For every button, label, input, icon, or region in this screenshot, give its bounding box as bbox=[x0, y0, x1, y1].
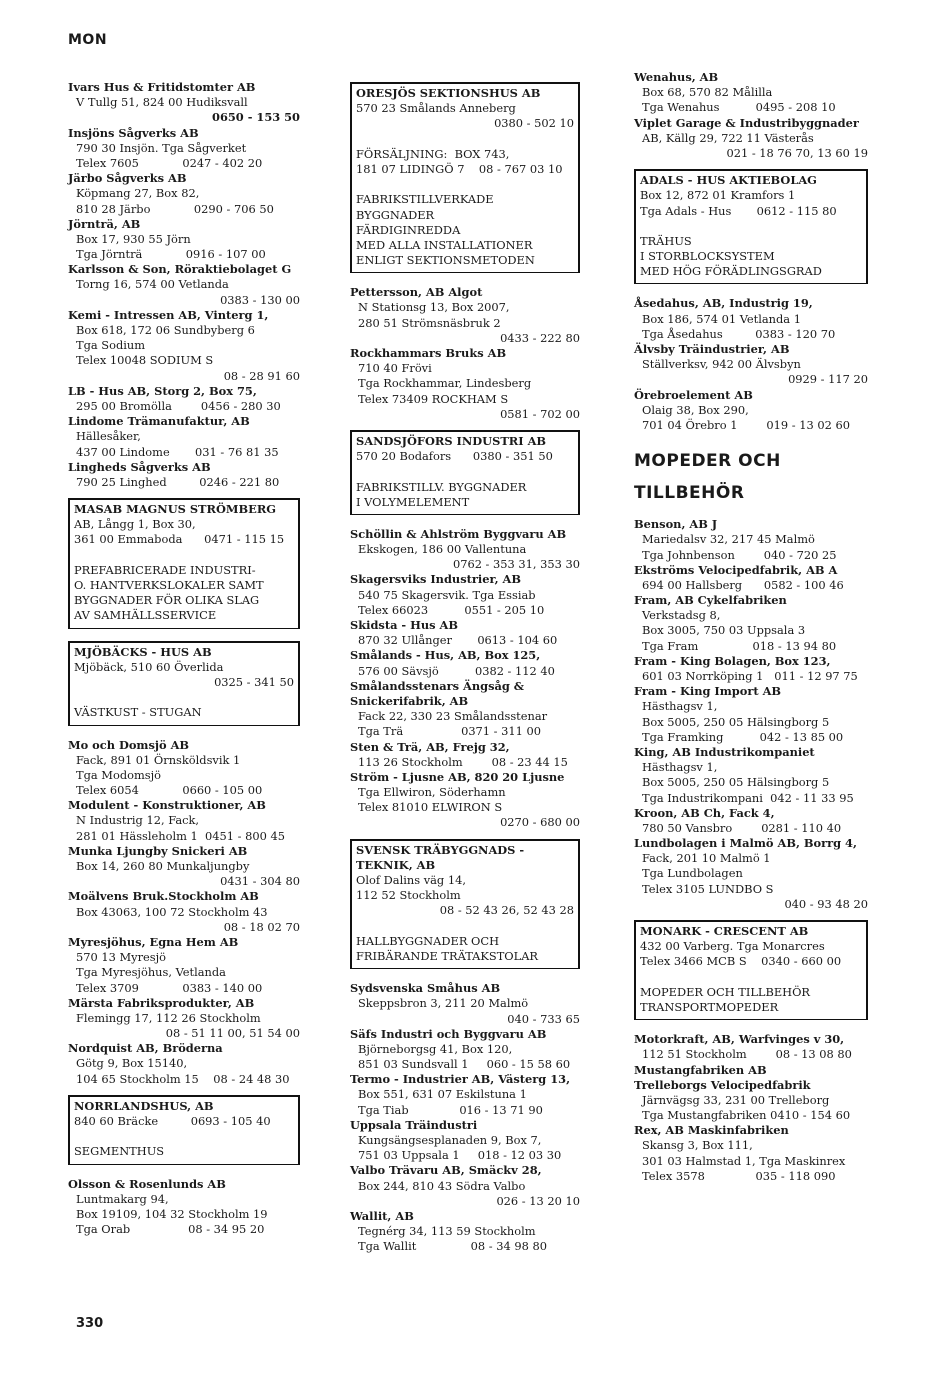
listing-line: 295 00 Bromölla 0456 - 280 30 bbox=[76, 398, 281, 413]
listing-line: 790 25 Linghed 0246 - 221 80 bbox=[76, 474, 280, 489]
listing-line: Götg 9, Box 15140, bbox=[76, 1056, 188, 1071]
company-name: MONARK - CRESCENT AB bbox=[640, 924, 809, 938]
company-name: MASAB MAGNUS STRÖMBERG bbox=[74, 502, 277, 517]
listing-line: N Industrig 12, Fack, bbox=[76, 813, 200, 828]
company-name: Åsedahus, AB, Industrig 19, bbox=[634, 296, 813, 311]
phone-number: 08 - 28 91 60 bbox=[223, 368, 300, 383]
listing-line: Telex 3105 LUNDBO S bbox=[642, 881, 774, 896]
listing-group bbox=[350, 981, 580, 1254]
listing-line: FABRIKSTILLVERKADE bbox=[356, 192, 494, 207]
listing-line: Järnvägsg 33, 231 00 Trelleborg bbox=[642, 1092, 830, 1107]
company-name: Örebroelement AB bbox=[634, 387, 753, 402]
listing-line bbox=[356, 132, 574, 147]
section-heading bbox=[634, 445, 868, 509]
listing-line: PREFABRICERADE INDUSTRI- bbox=[74, 562, 256, 577]
listing-line: Telex 66023 0551 - 205 10 bbox=[358, 602, 545, 617]
listing-line: Tegnérg 34, 113 59 Stockholm bbox=[358, 1224, 536, 1239]
advert-box bbox=[350, 430, 580, 515]
advert-box bbox=[68, 641, 300, 726]
advert-box bbox=[68, 498, 300, 629]
listing-line: Box 19109, 104 32 Stockholm 19 bbox=[76, 1206, 268, 1221]
listing-group bbox=[350, 285, 580, 422]
section-heading-line-2: TILLBEHÖR bbox=[634, 483, 745, 504]
listing-line: Torng 16, 574 00 Vetlanda bbox=[76, 277, 229, 292]
listing-line: Box 3005, 750 03 Uppsala 3 bbox=[642, 623, 806, 638]
listing-line: AB, Långg 1, Box 30, bbox=[74, 517, 196, 532]
section-heading-line-1: MOPEDER OCH bbox=[634, 451, 781, 472]
company-name: Kemi - Intressen AB, Vinterg 1, bbox=[68, 307, 269, 322]
listing-line bbox=[74, 548, 294, 563]
company-name: Sydsvenska Småhus AB bbox=[350, 981, 501, 996]
company-name: King, AB Industrikompaniet bbox=[634, 744, 815, 759]
column-3 bbox=[634, 70, 868, 1184]
phone-number: 0325 - 341 50 bbox=[214, 674, 294, 689]
listing-line: Kungsängsesplanaden 9, Box 7, bbox=[358, 1133, 542, 1147]
company-name: Jörnträ, AB bbox=[68, 216, 141, 231]
company-name: Fram - King Bolagen, Box 123, bbox=[634, 653, 831, 668]
listing-line: FRIBÄRANDE TRÄTAKSTOLAR bbox=[356, 948, 539, 963]
listing-line bbox=[640, 219, 862, 234]
advert-box bbox=[350, 839, 580, 970]
company-name: Fram, AB Cykelfabriken bbox=[634, 593, 787, 608]
listing-line: TRÄHUS bbox=[640, 233, 692, 248]
listing-group bbox=[634, 517, 868, 912]
listing-line: 851 03 Sundsvall 1 060 - 15 58 60 bbox=[358, 1057, 571, 1072]
listing-line: Luntmakarg 94, bbox=[76, 1191, 169, 1206]
listing-line: Tga Framking 042 - 13 85 00 bbox=[642, 729, 844, 744]
phone-number: 040 - 93 48 20 bbox=[784, 896, 868, 911]
company-name: Snickerifabrik, AB bbox=[350, 693, 469, 708]
listing-line: Mariedalsv 32, 217 45 Malmö bbox=[642, 532, 815, 547]
company-name: Olsson & Rosenlunds AB bbox=[68, 1176, 226, 1191]
listing-line: 361 00 Emmaboda 0471 - 115 15 bbox=[74, 532, 285, 547]
company-name: LB - Hus AB, Storg 2, Box 75, bbox=[68, 383, 257, 398]
listing-line: Fack, 201 10 Malmö 1 bbox=[642, 851, 771, 866]
listing-line: Box 5005, 250 05 Hälsingborg 5 bbox=[642, 714, 830, 729]
company-name: ADALS - HUS AKTIEBOLAG bbox=[640, 173, 817, 188]
company-name: ORESJÖS SEKTIONSHUS AB bbox=[356, 86, 541, 100]
listing-line: I VOLYMELEMENT bbox=[356, 494, 470, 509]
listing-line bbox=[356, 919, 574, 934]
listing-line: 701 04 Örebro 1 019 - 13 02 60 bbox=[642, 417, 850, 432]
listing-line: Telex 7605 0247 - 402 20 bbox=[76, 155, 263, 170]
company-name: Ström - Ljusne AB, 820 20 Ljusne bbox=[350, 769, 565, 784]
listing-line: 540 75 Skagersvik. Tga Essiab bbox=[358, 587, 536, 602]
listing-line: Olaig 38, Box 290, bbox=[642, 402, 749, 417]
listing-line: Tga Åsedahus 0383 - 120 70 bbox=[642, 326, 836, 341]
listing-line: 181 07 LIDINGÖ 7 08 - 767 03 10 bbox=[356, 161, 563, 176]
company-name: Modulent - Konstruktioner, AB bbox=[68, 798, 266, 813]
listing-line: Tga Mustangfabriken 0410 - 154 60 bbox=[642, 1108, 851, 1123]
phone-number: 0383 - 130 00 bbox=[220, 292, 300, 307]
company-name: Smålandsstenars Ängsåg & bbox=[350, 678, 525, 693]
listing-line: MED ALLA INSTALLATIONER bbox=[356, 237, 533, 252]
listing-line: 870 32 Ullånger 0613 - 104 60 bbox=[358, 633, 558, 648]
column-1 bbox=[68, 80, 300, 1237]
column-3-top bbox=[634, 70, 868, 433]
listing-line: Box 17, 930 55 Jörn bbox=[76, 231, 191, 246]
company-name: Insjöns Sågverks AB bbox=[68, 125, 199, 140]
company-name: Ivars Hus & Fritidstomter AB bbox=[68, 80, 256, 94]
listing-line: 112 52 Stockholm bbox=[356, 888, 461, 903]
listing-line: Ekskogen, 186 00 Vallentuna bbox=[358, 542, 527, 557]
listing-line: Tga Modomsjö bbox=[76, 767, 162, 782]
running-header: MON bbox=[68, 32, 108, 48]
listing-line: 751 03 Uppsala 1 018 - 12 03 30 bbox=[358, 1148, 562, 1163]
company-name: Termo - Industrier AB, Västerg 13, bbox=[350, 1072, 571, 1087]
company-name: Pettersson, AB Algot bbox=[350, 285, 483, 300]
listing-line: 780 50 Vansbro 0281 - 110 40 bbox=[642, 820, 842, 835]
company-name: Ekströms Velocipedfabrik, AB A bbox=[634, 562, 838, 577]
listing-line: Verkstadsg 8, bbox=[642, 608, 721, 623]
listing-line: Box 244, 810 43 Södra Valbo bbox=[358, 1178, 526, 1193]
listing-line: Tga Lundbolagen bbox=[642, 866, 743, 881]
listing-line: 280 51 Strömsnäsbruk 2 bbox=[358, 315, 501, 330]
listing-line: Hällesåker, bbox=[76, 429, 141, 444]
advert-box bbox=[634, 920, 868, 1020]
listing-line: FÖRSÄLJNING: BOX 743, bbox=[356, 146, 510, 161]
listing-line: I STORBLOCKSYSTEM bbox=[640, 249, 775, 264]
listing-line: 710 40 Frövi bbox=[358, 361, 432, 376]
listing-line: 301 03 Halmstad 1, Tga Maskinrex bbox=[642, 1153, 846, 1168]
listing-line: Hästhagsv 1, bbox=[642, 760, 718, 775]
company-name: Säfs Industri och Byggvaru AB bbox=[350, 1026, 547, 1041]
company-name: Munka Ljungby Snickeri AB bbox=[68, 843, 248, 858]
listing-line: Telex 81010 ELWIRON S bbox=[358, 800, 503, 815]
phone-number: 021 - 18 76 70, 13 60 19 bbox=[726, 145, 868, 160]
company-name: Rockhammars Bruks AB bbox=[350, 346, 507, 360]
company-name: Motorkraft, AB, Warfvinges v 30, bbox=[634, 1032, 845, 1047]
phone-number: 08 - 18 02 70 bbox=[223, 919, 300, 934]
listing-line: MOPEDER OCH TILLBEHÖR bbox=[640, 984, 810, 999]
company-name: Mustangfabriken AB bbox=[634, 1062, 767, 1077]
listing-line: Tga Tiab 016 - 13 71 90 bbox=[358, 1102, 543, 1117]
company-name: Karlsson & Son, Röraktiebolaget G bbox=[68, 262, 292, 277]
phone-number: 0431 - 304 80 bbox=[220, 874, 300, 889]
company-name: TEKNIK, AB bbox=[356, 857, 436, 872]
phone-number: 040 - 733 65 bbox=[507, 1011, 580, 1026]
advert-box bbox=[634, 169, 868, 284]
listing-line: Ställverksv, 942 00 Älvsbyn bbox=[642, 357, 801, 372]
listing-line: FABRIKSTILLV. BYGGNADER bbox=[356, 479, 527, 494]
listing-group bbox=[350, 527, 580, 831]
listing-line: Tga Johnbenson 040 - 720 25 bbox=[642, 547, 837, 562]
page-number: 330 bbox=[76, 1316, 104, 1331]
listing-line: Tga Trä 0371 - 311 00 bbox=[358, 724, 542, 739]
company-name: Nordquist AB, Bröderna bbox=[68, 1041, 223, 1056]
phone-number: 08 - 51 11 00, 51 54 00 bbox=[165, 1026, 300, 1041]
company-name: Viplet Garage & Industribyggnader bbox=[634, 115, 859, 130]
company-name: Rex, AB Maskinfabriken bbox=[634, 1123, 789, 1138]
listing-line: Box 618, 172 06 Sundbyberg 6 bbox=[76, 323, 255, 337]
listing-line: N Stationsg 13, Box 2007, bbox=[358, 300, 510, 315]
listing-line: 437 00 Lindome 031 - 76 81 35 bbox=[76, 444, 279, 459]
company-name: Uppsala Träindustri bbox=[350, 1117, 478, 1132]
listing-line: 104 65 Stockholm 15 08 - 24 48 30 bbox=[76, 1071, 290, 1086]
listing-line: AB, Källg 29, 722 11 Västerås bbox=[642, 130, 814, 145]
listing-line: Fack, 891 01 Örnsköldsvik 1 bbox=[76, 752, 241, 767]
listing-line: Tga Orab 08 - 34 95 20 bbox=[76, 1222, 265, 1237]
company-name: 0650 - 153 50 bbox=[212, 110, 300, 125]
company-name: Lindome Trämanufaktur, AB bbox=[68, 414, 250, 429]
listing-line: Tga Sodium bbox=[76, 338, 146, 353]
listing-line: 601 03 Norrköping 1 011 - 12 97 75 bbox=[642, 669, 858, 683]
company-name: Fram - King Import AB bbox=[634, 684, 782, 699]
listing-line: AV SAMHÄLLSSERVICE bbox=[74, 608, 217, 623]
listing-line: ENLIGT SEKTIONSMETODEN bbox=[356, 253, 535, 268]
listing-line: Tga Jörnträ 0916 - 107 00 bbox=[76, 247, 266, 262]
listing-line: Tga Wallit 08 - 34 98 80 bbox=[358, 1239, 547, 1254]
listing-line: 810 28 Järbo 0290 - 706 50 bbox=[76, 201, 274, 216]
listing-line: 281 01 Hässleholm 1 0451 - 800 45 bbox=[76, 828, 285, 843]
company-name: Schöllin & Ahlström Byggvaru AB bbox=[350, 526, 567, 541]
company-name: Märsta Fabriksprodukter, AB bbox=[68, 995, 255, 1010]
listing-line: Box 12, 872 01 Kramfors 1 bbox=[640, 188, 796, 203]
company-name: Wallit, AB bbox=[350, 1208, 414, 1223]
phone-number: 0762 - 353 31, 353 30 bbox=[452, 557, 580, 572]
listing-line: Box 5005, 250 05 Hälsingborg 5 bbox=[642, 775, 830, 790]
listing-line bbox=[356, 464, 574, 479]
listing-line: Telex 3578 035 - 118 090 bbox=[642, 1168, 836, 1183]
company-name: Valbo Trävaru AB, Smäckv 28, bbox=[350, 1163, 542, 1178]
company-name: Trelleborgs Velocipedfabrik bbox=[634, 1077, 811, 1092]
listing-line: Olof Dalins väg 14, bbox=[356, 873, 466, 887]
phone-number: 026 - 13 20 10 bbox=[496, 1193, 580, 1208]
listing-line bbox=[74, 690, 294, 705]
listing-line: Telex 3709 0383 - 140 00 bbox=[76, 980, 263, 995]
phone-number: 0581 - 702 00 bbox=[500, 406, 580, 421]
phone-number: 0929 - 117 20 bbox=[788, 372, 868, 387]
listing-line: 112 51 Stockholm 08 - 13 08 80 bbox=[642, 1047, 852, 1062]
listing-line: O. HANTVERKSLOKALER SAMT bbox=[74, 578, 264, 592]
company-name: SVENSK TRÄBYGGNADS - bbox=[356, 842, 525, 857]
listing-group bbox=[634, 70, 868, 161]
listing-line bbox=[640, 970, 862, 985]
listing-line bbox=[74, 1129, 294, 1144]
company-name: Moälvens Bruk.Stockholm AB bbox=[68, 889, 259, 904]
phone-number: 08 - 52 43 26, 52 43 28 bbox=[439, 903, 574, 918]
listing-line: TRANSPORTMOPEDER bbox=[640, 999, 779, 1014]
listing-line: Skansg 3, Box 111, bbox=[642, 1138, 753, 1153]
listing-line: Tga Adals - Hus 0612 - 115 80 bbox=[640, 203, 837, 218]
listing-line: SEGMENTHUS bbox=[74, 1144, 165, 1159]
listing-line: Skeppsbron 3, 211 20 Malmö bbox=[358, 996, 529, 1011]
phone-number: 0270 - 680 00 bbox=[500, 815, 580, 830]
phone-number: 0380 - 502 10 bbox=[494, 116, 574, 131]
company-name: Järbo Sågverks AB bbox=[68, 171, 187, 186]
listing-line: BYGGNADER FÖR OLIKA SLAG bbox=[74, 593, 260, 608]
listing-line: Björneborgsg 41, Box 120, bbox=[358, 1041, 513, 1056]
listing-line: 790 30 Insjön. Tga Sågverket bbox=[76, 140, 247, 155]
company-name: Wenahus, AB bbox=[634, 70, 719, 84]
listing-group bbox=[68, 738, 300, 1087]
company-name: Älvsby Träindustrier, AB bbox=[634, 342, 790, 356]
company-name: NORRLANDSHUS, AB bbox=[74, 1098, 214, 1113]
company-name: Benson, AB J bbox=[634, 517, 718, 532]
listing-line: Hästhagsv 1, bbox=[642, 699, 718, 714]
listing-line: 113 26 Stockholm 08 - 23 44 15 bbox=[358, 754, 568, 769]
listing-group bbox=[68, 1177, 300, 1238]
listing-line: VÄSTKUST - STUGAN bbox=[74, 705, 202, 720]
listing-group bbox=[634, 1032, 868, 1184]
company-name: Lundbolagen i Malmö AB, Borrg 4, bbox=[634, 836, 857, 851]
company-name: Myresjöhus, Egna Hem AB bbox=[68, 934, 239, 949]
company-name: SANDSJÖFORS INDUSTRI AB bbox=[356, 433, 547, 448]
listing-line: 694 00 Hallsberg 0582 - 100 46 bbox=[642, 577, 844, 592]
company-name: Smålands - Hus, AB, Box 125, bbox=[350, 648, 541, 663]
listing-line: 432 00 Varberg. Tga Monarcres bbox=[640, 939, 825, 954]
listing-line: V Tullg 51, 824 00 Hudiksvall bbox=[76, 95, 248, 110]
listing-line: Box 68, 570 82 Målilla bbox=[642, 85, 773, 100]
listing-line: Mjöbäck, 510 60 Överlida bbox=[74, 659, 224, 674]
column-3-bottom bbox=[634, 517, 868, 1184]
listing-line: Telex 73409 ROCKHAM S bbox=[358, 391, 509, 406]
listing-line: Box 14, 260 80 Munkaljungby bbox=[76, 859, 250, 873]
listing-line: 570 23 Smålands Anneberg bbox=[356, 101, 516, 116]
company-name: Lingheds Sågverks AB bbox=[68, 459, 211, 474]
listing-line: FÄRDIGINREDDA bbox=[356, 222, 461, 237]
advert-box bbox=[350, 82, 580, 273]
company-name: MJÖBÄCKS - HUS AB bbox=[74, 644, 212, 659]
listing-line: HALLBYGGNADER OCH bbox=[356, 933, 500, 948]
listing-line: Tga Wenahus 0495 - 208 10 bbox=[642, 100, 836, 115]
company-name: Sten & Trä, AB, Frejg 32, bbox=[350, 739, 510, 754]
listing-line: Flemingg 17, 112 26 Stockholm bbox=[76, 1010, 261, 1025]
column-2 bbox=[350, 74, 580, 1255]
listing-line: 570 13 Myresjö bbox=[76, 950, 166, 965]
listing-line: Tga Ellwiron, Söderhamn bbox=[358, 785, 506, 800]
phone-number: 0433 - 222 80 bbox=[500, 330, 580, 345]
listing-line: Fack 22, 330 23 Smålandsstenar bbox=[358, 709, 548, 724]
company-name: Skidsta - Hus AB bbox=[350, 618, 459, 632]
company-name: Mo och Domsjö AB bbox=[68, 737, 190, 752]
listing-line: 570 20 Bodafors 0380 - 351 50 bbox=[356, 449, 553, 464]
listing-line: 576 00 Sävsjö 0382 - 112 40 bbox=[358, 663, 555, 678]
listing-line bbox=[356, 177, 574, 192]
listing-group bbox=[634, 296, 868, 433]
listing-line: MED HÖG FÖRÄDLINGSGRAD bbox=[640, 264, 822, 279]
listing-line: Tga Industrikompani 042 - 11 33 95 bbox=[642, 790, 854, 805]
listing-line: Köpmang 27, Box 82, bbox=[76, 186, 200, 201]
listing-line: Tga Rockhammar, Lindesberg bbox=[358, 376, 532, 391]
listing-line: BYGGNADER bbox=[356, 207, 435, 222]
listing-line: Telex 10048 SODIUM S bbox=[76, 353, 214, 368]
company-name: Kroon, AB Ch, Fack 4, bbox=[634, 805, 775, 820]
listing-line: 840 60 Bräcke 0693 - 105 40 bbox=[74, 1114, 271, 1128]
listing-line: Telex 6054 0660 - 105 00 bbox=[76, 783, 263, 798]
company-name: Skagersviks Industrier, AB bbox=[350, 572, 522, 587]
listing-group bbox=[68, 80, 300, 490]
listing-line: Tga Myresjöhus, Vetlanda bbox=[76, 965, 226, 980]
listing-line: Box 551, 631 07 Eskilstuna 1 bbox=[358, 1087, 527, 1102]
listing-line: Box 43063, 100 72 Stockholm 43 bbox=[76, 904, 268, 919]
listing-line: Telex 3466 MCB S 0340 - 660 00 bbox=[640, 954, 842, 969]
listing-line: Box 186, 574 01 Vetlanda 1 bbox=[642, 311, 801, 326]
listing-line: Tga Fram 018 - 13 94 80 bbox=[642, 638, 837, 653]
advert-box bbox=[68, 1095, 300, 1165]
